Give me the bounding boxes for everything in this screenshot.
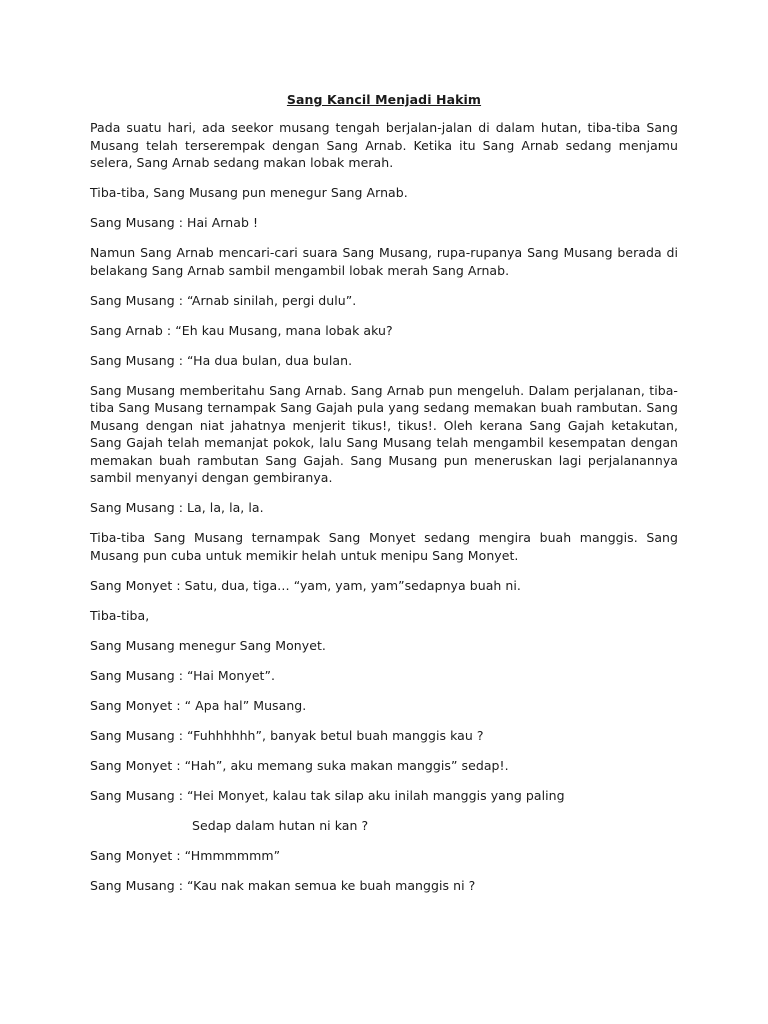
dialogue-line: Sang Arnab : “Eh kau Musang, mana lobak aku? — [90, 322, 393, 338]
paragraph: Namun Sang Arnab mencari-cari suara Sang Musang, rupa-rupanya Sang Musang berada di belakang Sang Arnab sambil mengambil lobak merah Sang Arnab. — [90, 245, 678, 278]
dialogue-line: Sang Monyet : Satu, dua, tiga… “yam, yam, yam”sedapnya buah ni. — [90, 577, 521, 593]
paragraph: Tiba-tiba, — [90, 607, 150, 623]
document-body — [90, 119, 678, 907]
dialogue-continuation: Sedap dalam hutan ni kan ? — [192, 817, 369, 833]
paragraph: Sang Musang memberitahu Sang Arnab. Sang Arnab pun mengeluh. Dalam perjalanan, tiba-tiba Sang Musang ternampak Sang Gajah pula yang sedang memakan buah rambutan. Sang Musang dengan niat jahatnya menjerit tikus!, tikus!. Oleh kerana Sang Gajah ketakutan, Sang Gajah telah memanjat pokok, lalu Sang Musang telah mengambil kesempatan dengan memakan buah rambutan Sang Gajah. Sang Musang pun meneruskan lagi perjalanannya sambil menyanyi dengan gembiranya. — [90, 382, 678, 485]
document-title: Sang Kancil Menjadi Hakim — [286, 92, 482, 107]
paragraph: Tiba-tiba Sang Musang ternampak Sang Monyet sedang mengira buah manggis. Sang Musang pun cuba untuk memikir helah untuk menipu Sang Monyet. — [90, 530, 678, 563]
dialogue-line: Sang Musang : Hai Arnab ! — [90, 215, 259, 230]
paragraph: Sang Musang menegur Sang Monyet. — [90, 637, 326, 653]
dialogue-line: Sang Musang : “Kau nak makan semua ke buah manggis ni ? — [90, 877, 476, 893]
paragraph: Tiba-tiba, Sang Musang pun menegur Sang Arnab. — [90, 185, 408, 200]
dialogue-line: Sang Musang : “Fuhhhhhh”, banyak betul buah manggis kau ? — [90, 727, 484, 743]
dialogue-line: Sang Musang : “Arnab sinilah, pergi dulu”. — [90, 292, 357, 308]
dialogue-line: Sang Musang : “Hai Monyet”. — [90, 667, 276, 683]
dialogue-line: Sang Musang : “Hei Monyet, kalau tak silap aku inilah manggis yang paling — [90, 787, 565, 803]
paragraph: Pada suatu hari, ada seekor musang tengah berjalan-jalan di dalam hutan, tiba-tiba Sang Musang telah terserempak dengan Sang Arnab. Ketika itu Sang Arnab sedang menjamu selera, Sang Arnab sedang makan lobak merah. — [90, 120, 678, 170]
dialogue-line: Sang Monyet : “Hmmmmmm” — [90, 847, 281, 863]
dialogue-line: Sang Musang : La, la, la, la. — [90, 500, 264, 515]
dialogue-line: Sang Monyet : “Hah”, aku memang suka makan manggis” sedap!. — [90, 757, 509, 773]
dialogue-line: Sang Musang : “Ha dua bulan, dua bulan. — [90, 352, 353, 368]
dialogue-line: Sang Monyet : “ Apa hal” Musang. — [90, 697, 307, 713]
